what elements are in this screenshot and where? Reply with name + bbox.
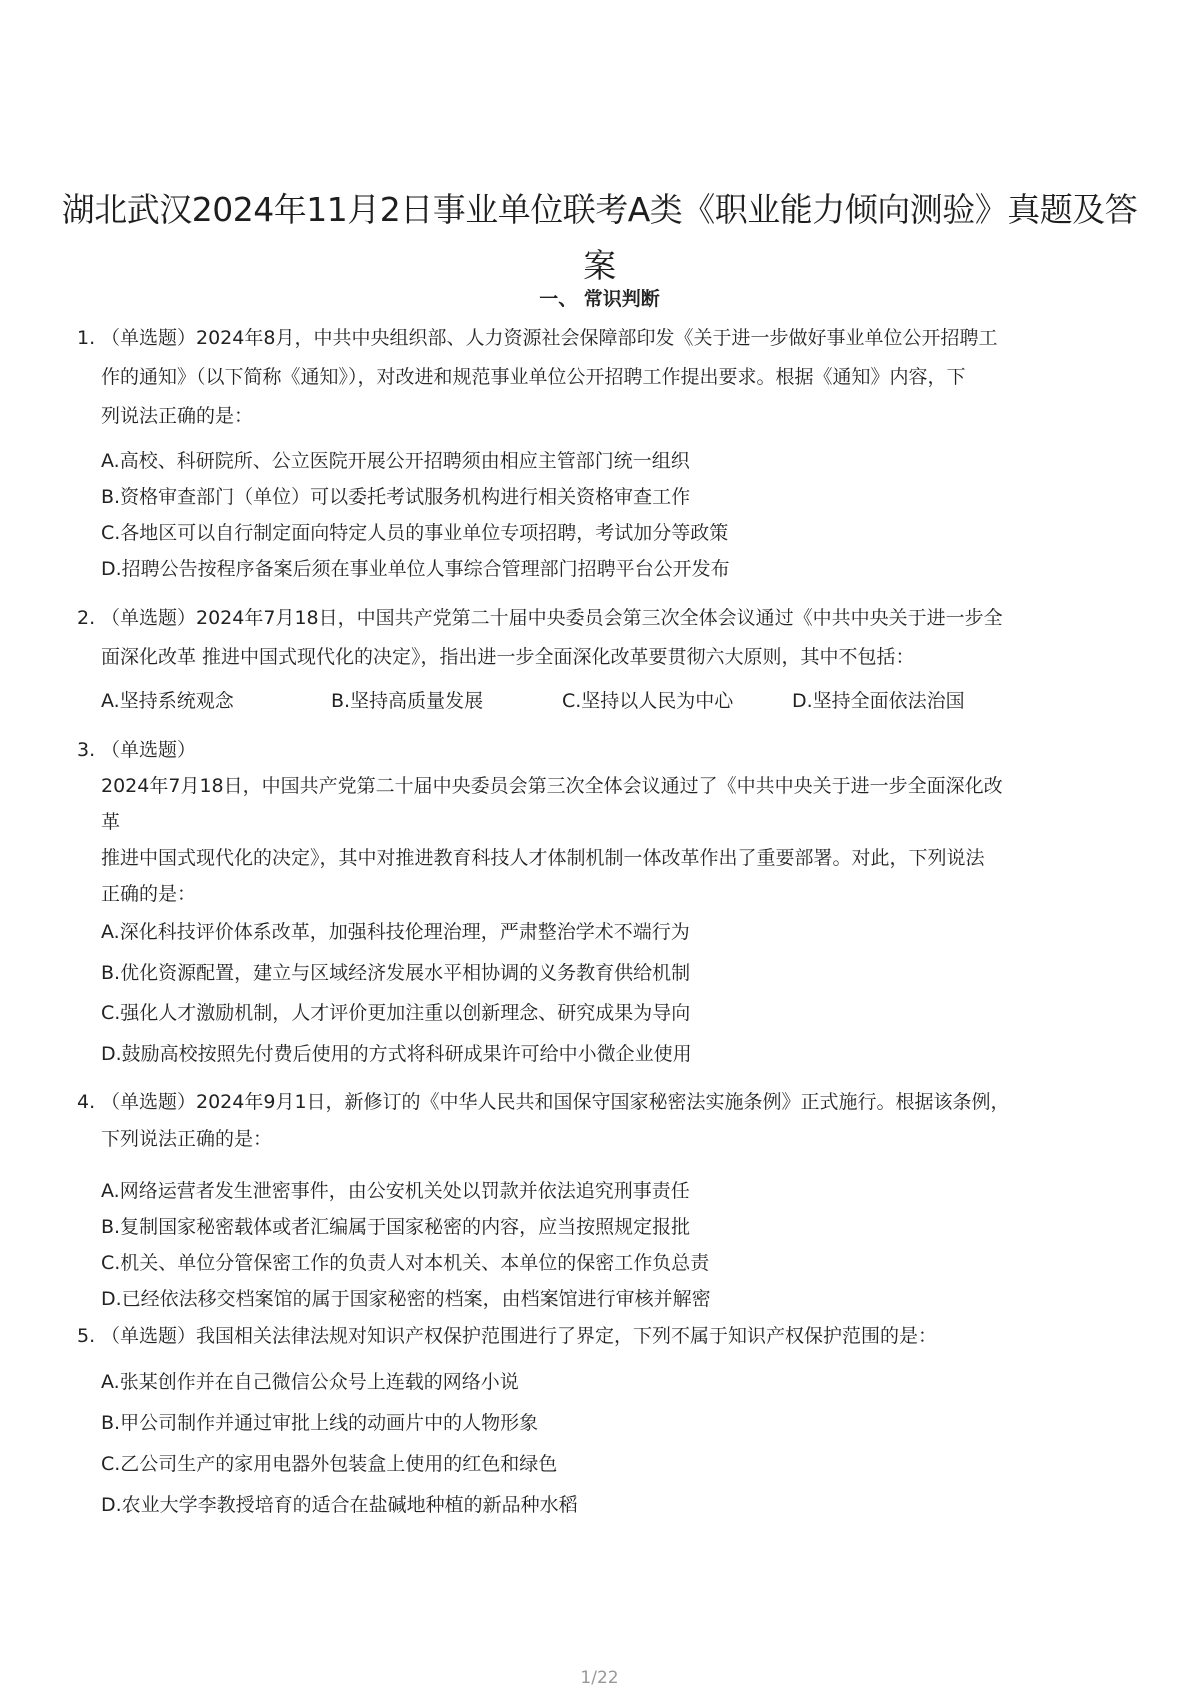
question-line: 革: [101, 811, 121, 833]
question-4-option-c: C.机关、单位分管保密工作的负责人对本机关、本单位的保密工作负总责: [101, 1252, 710, 1274]
question-4-option-d: D.已经依法移交档案馆的属于国家秘密的档案，由档案馆进行审核并解密: [101, 1288, 711, 1310]
question-1-option-d: D.招聘公告按程序备案后须在事业单位人事综合管理部门招聘平台公开发布: [101, 558, 730, 580]
question-4-stem: [77, 1084, 1117, 1158]
document-title: [60, 182, 1139, 294]
question-2-option-c: C.坚持以人民为中心: [562, 690, 734, 712]
question-3-option-d: D.鼓励高校按照先付费后使用的方式将科研成果许可给中小微企业使用: [101, 1043, 692, 1065]
question-line: （单选题）2024年9月1日，新修订的《中华人民共和国保守国家秘密法实施条例》正式施行。根据该条例，: [101, 1091, 1010, 1113]
question-1-option-b: B.资格审查部门（单位）可以委托考试服务机构进行相关资格审查工作: [101, 486, 691, 508]
question-number: 1.: [77, 327, 96, 349]
question-5-option-d: D.农业大学李教授培育的适合在盐碱地种植的新品种水稻: [101, 1494, 578, 1516]
question-number: 2.: [77, 607, 96, 629]
question-3-option-c: C.强化人才激励机制，人才评价更加注重以创新理念、研究成果为导向: [101, 1002, 691, 1024]
question-number: 5.: [77, 1325, 96, 1347]
question-line: 2024年7月18日，中国共产党第二十届中央委员会第三次全体会议通过了《中共中央关于进一步全面深化改: [101, 775, 1003, 797]
question-2-stem: [77, 599, 1117, 677]
question-line: 列说法正确的是：: [101, 405, 254, 427]
title-line-2: 案: [583, 246, 616, 285]
question-line: （单选题）2024年7月18日，中国共产党第二十届中央委员会第三次全体会议通过《中共中央关于进一步全: [101, 607, 1003, 629]
question-number: 3.: [77, 739, 96, 761]
question-1-stem: [77, 319, 1117, 436]
question-2-option-d: D.坚持全面依法治国: [792, 690, 965, 712]
question-line: 下列说法正确的是：: [101, 1128, 273, 1150]
question-3-stem: [77, 732, 1117, 912]
question-line: （单选题）我国相关法律法规对知识产权保护范围进行了界定，下列不属于知识产权保护范围的是：: [101, 1325, 938, 1347]
question-line: 面深化改革 推进中国式现代化的决定》，指出进一步全面深化改革要贯彻六大原则，其中不包括：: [101, 646, 915, 668]
question-4-option-b: B.复制国家秘密载体或者汇编属于国家秘密的内容，应当按照规定报批: [101, 1216, 691, 1238]
question-line: （单选题）: [101, 739, 197, 761]
question-5-option-b: B.甲公司制作并通过审批上线的动画片中的人物形象: [101, 1412, 539, 1434]
question-2-option-b: B.坚持高质量发展: [331, 690, 484, 712]
question-1-option-a: A.高校、科研院所、公立医院开展公开招聘须由相应主管部门统一组织: [101, 450, 690, 472]
question-5-stem: [77, 1317, 1117, 1356]
question-5-option-c: C.乙公司生产的家用电器外包装盒上使用的红色和绿色: [101, 1453, 558, 1475]
question-3-option-a: A.深化科技评价体系改革，加强科技伦理治理，严肃整治学术不端行为: [101, 921, 690, 943]
question-3-option-b: B.优化资源配置，建立与区域经济发展水平相协调的义务教育供给机制: [101, 962, 691, 984]
question-2-option-a: A.坚持系统观念: [101, 690, 234, 712]
question-line: （单选题）2024年8月，中共中央组织部、人力资源社会保障部印发《关于进一步做好事业单位公开招聘工: [101, 327, 998, 349]
section-heading: 一、 常识判断: [539, 288, 660, 310]
title-line-1: 湖北武汉2024年11月2日事业单位联考A类《职业能力倾向测验》真题及答: [61, 190, 1138, 229]
question-line: 正确的是：: [101, 883, 197, 905]
question-4-option-a: A.网络运营者发生泄密事件，由公安机关处以罚款并依法追究刑事责任: [101, 1180, 690, 1202]
question-line: 作的通知》（以下简称《通知》），对改进和规范事业单位公开招聘工作提出要求。根据《通知》内容，下: [101, 366, 966, 388]
question-line: 推进中国式现代化的决定》，其中对推进教育科技人才体制机制一体改革作出了重要部署。对此，下列说法: [101, 847, 985, 869]
question-1-option-c: C.各地区可以自行制定面向特定人员的事业单位专项招聘，考试加分等政策: [101, 522, 729, 544]
question-5-option-a: A.张某创作并在自己微信公众号上连载的网络小说: [101, 1371, 519, 1393]
question-number: 4.: [77, 1091, 96, 1113]
page-indicator: 1/22: [580, 1668, 619, 1688]
